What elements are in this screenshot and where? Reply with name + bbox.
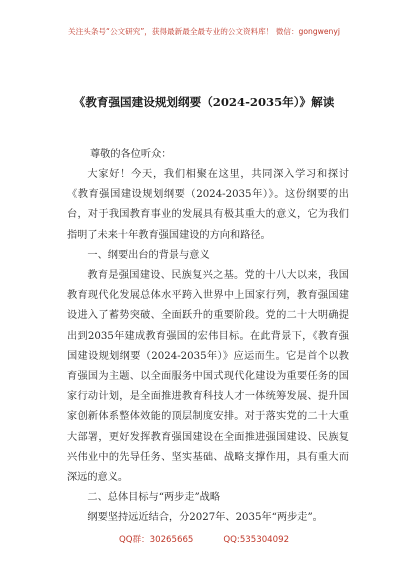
salutation: 尊敬的各位听众：	[90, 149, 172, 160]
paragraph-background: 教育是强国建设、民族复兴之基。党的十八大以来，我国教育现代化发展总体水平跨入世界中上国家行列，教育强国建设进入了蓄势突破、全面跃升的重要阶段。党的二十大明确提出到2035年建成教育强国的宏伟目标。在此背景下，《教育强国建设规划纲要（2024-2035年）》应运而生。它是首个以教育强国为主题、以全面服务中国式现代化建设为重要任务的国家行动计划，是全面推进教育科技人才一体统筹发展、提升国家创新体系整体效能的顶层制度安排。对于落实党的二十大重大部署，更好发挥教育强国建设在全面推进强国建设、民族复兴伟业中的先导任务、坚实基础、战略支撑作用，具有重大而深远的意义。	[67, 270, 349, 484]
document-title: 《教育强国建设规划纲要（2024-2035年）》解读	[73, 95, 335, 109]
qq-group-label: QQ群：30265665	[118, 535, 194, 545]
promo-banner: 关注头条号“公文研究”，获得最新最全最专业的公文资料库！ 微信：gongwenyj	[68, 27, 340, 36]
section-heading-2: 二、总体目标与“两步走”战略	[87, 492, 221, 504]
qq-label: QQ:535304092	[223, 535, 290, 545]
contact-footer	[0, 533, 408, 545]
section-heading-1: 一、纲要出台的背景与意义	[87, 249, 210, 261]
paragraph-intro: 大家好！今天，我们相聚在这里，共同深入学习和探讨《教育强国建设规划纲要（2024-2035年）》。这份纲要的出台，对于我国教育事业的发展具有极其重大的意义，它为我们指明了未来十年教育强国建设的方向和路径。	[67, 169, 349, 241]
document-body	[67, 165, 349, 529]
paragraph-goals: 纲要坚持远近结合，分2027年、2035年“两步走”。	[87, 512, 323, 524]
